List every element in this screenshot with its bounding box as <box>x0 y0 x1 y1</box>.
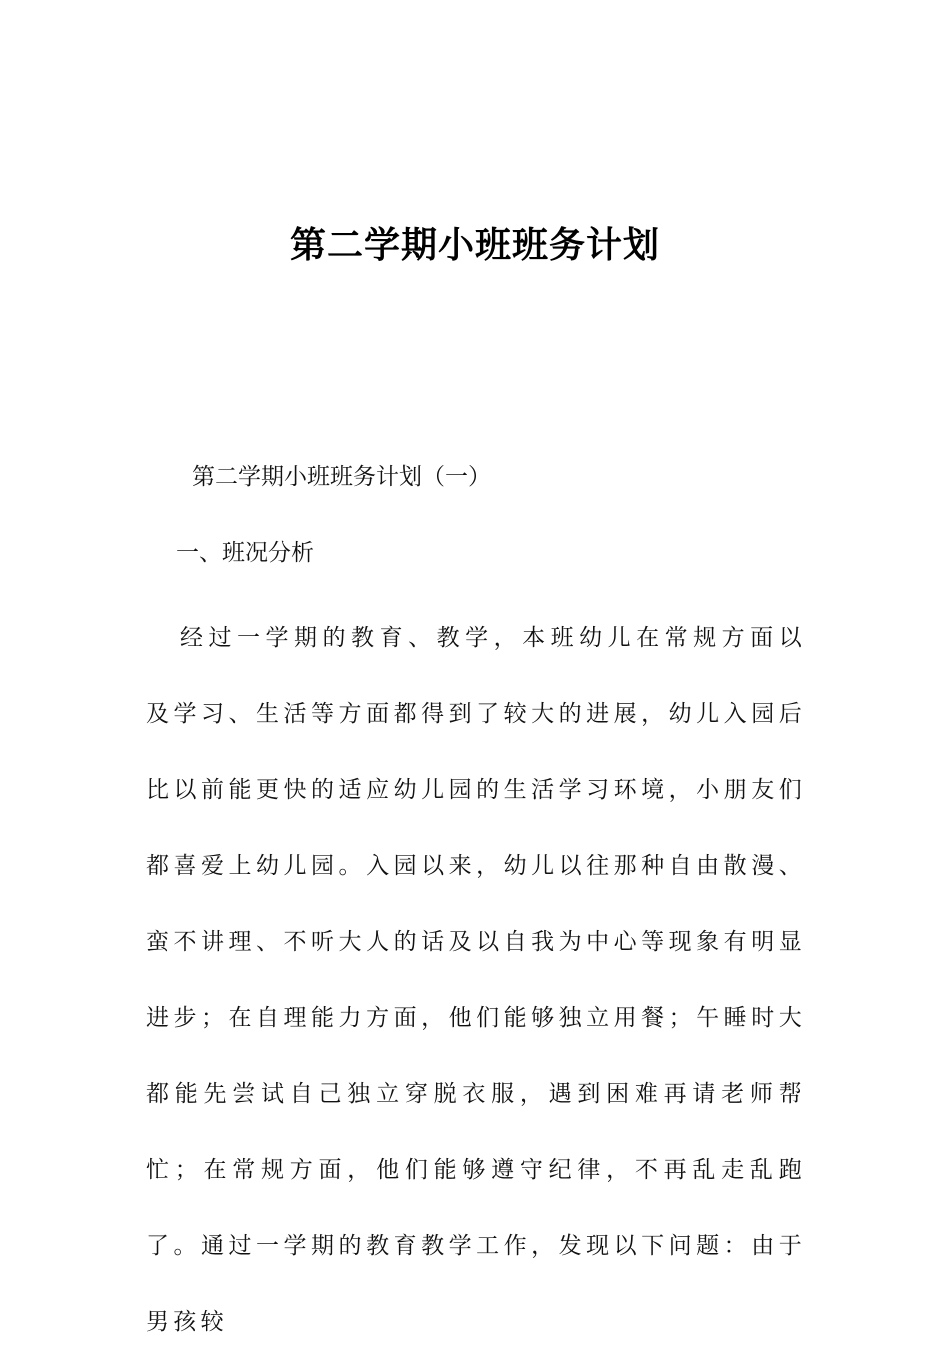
section-heading: 一、班况分析 <box>176 540 314 566</box>
document-title: 第二学期小班班务计划 <box>289 225 660 266</box>
body-paragraph: 经过一学期的教育、教学，本班幼儿在常规方面以及学习、生活等方面都得到了较大的进展，幼儿入园后比以前能更快的适应幼儿园的生活学习环境，小朋友们都喜爱上幼儿园。入园以来，幼儿以往那种自由散漫、蛮不讲理、不听大人的话及以自我为中心等现象有明显进步；在自理能力方面，他们能够独立用餐；午睡时大都能先尝试自己独立穿脱衣服，遇到困难再请老师帮忙；在常规方面，他们能够遵守纪律，不再乱走乱跑了。通过一学期的教育教学工作，发现以下问题：由于男孩较 <box>146 625 806 1335</box>
plan-subtitle: 第二学期小班班务计划（一） <box>192 464 491 490</box>
